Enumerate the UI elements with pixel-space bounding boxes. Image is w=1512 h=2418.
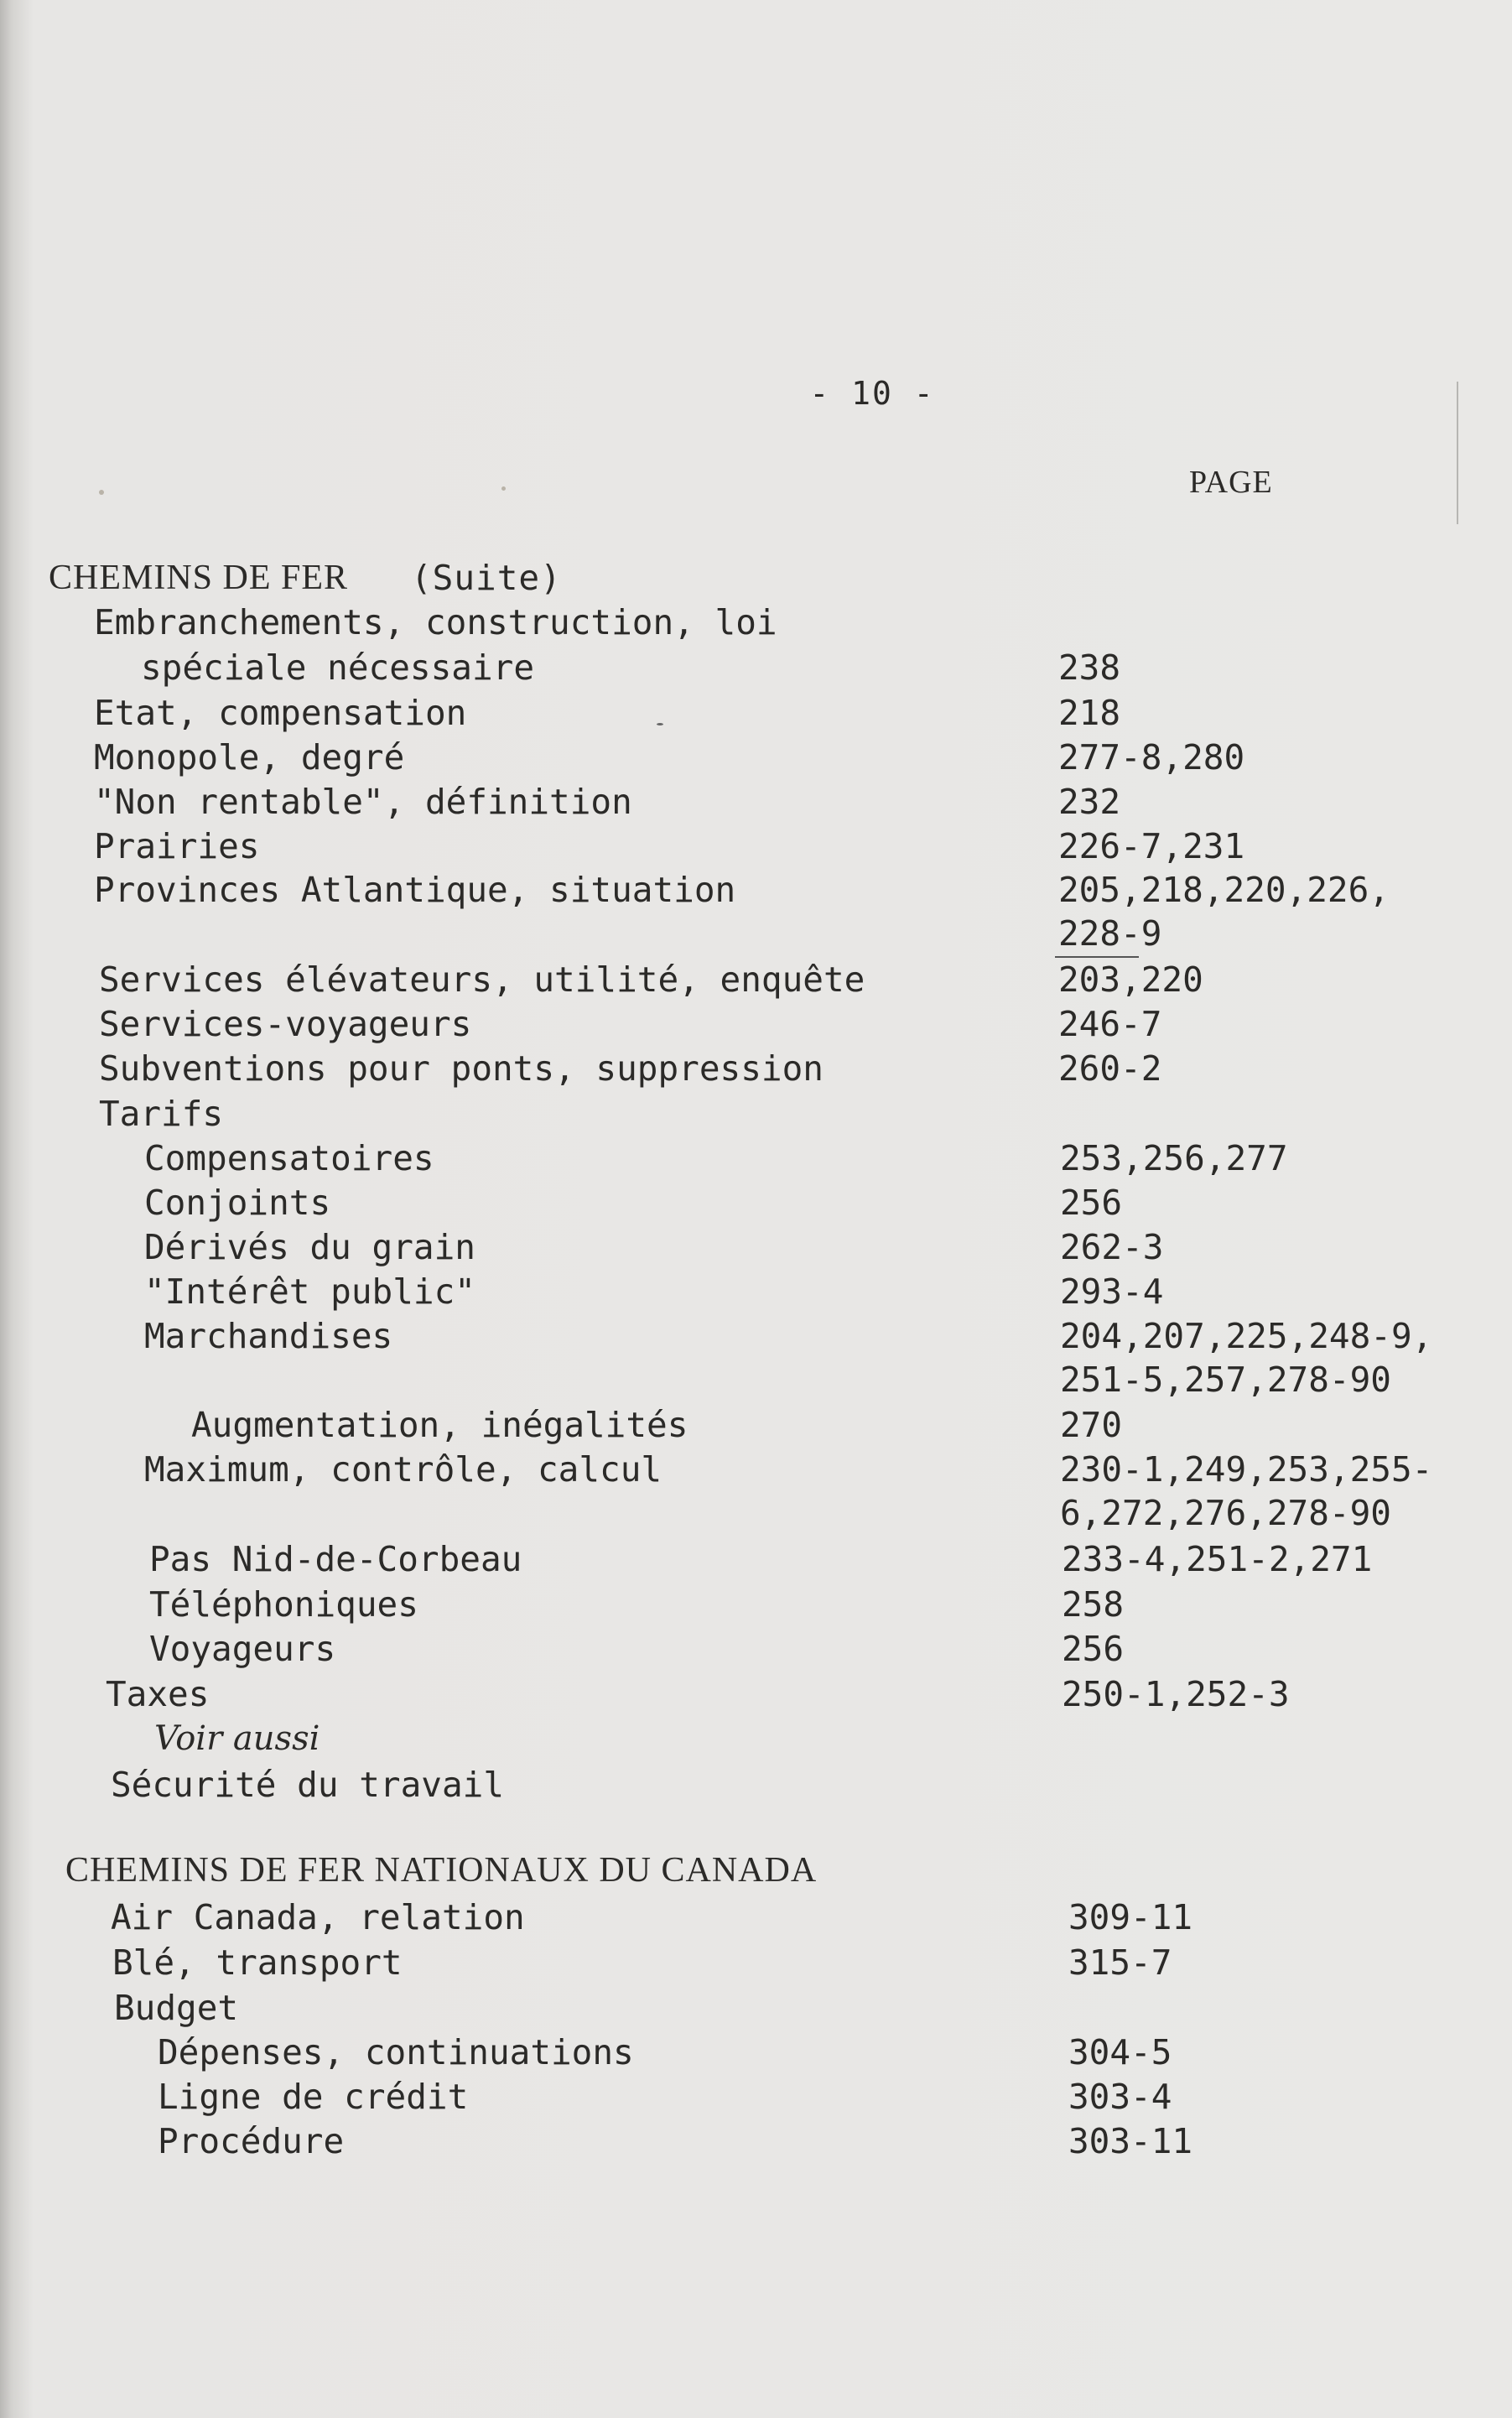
index-entry xyxy=(0,1048,1512,1094)
index-entry xyxy=(0,647,1512,693)
page-column-header: PAGE xyxy=(1189,465,1273,500)
index-entry xyxy=(0,1765,1512,1810)
entry-pages: 251-5,257,278-90 xyxy=(1060,1360,1391,1400)
index-entry xyxy=(0,1629,1512,1674)
entry-pages: 250-1,252-3 xyxy=(1062,1674,1290,1714)
entry-label: Maximum, contrôle, calcul xyxy=(144,1449,662,1490)
index-entry xyxy=(0,1942,1512,1988)
entry-pages: 226-7,231 xyxy=(1058,826,1245,866)
entry-pages: 256 xyxy=(1060,1183,1123,1223)
index-entry xyxy=(0,2032,1512,2077)
entry-pages: 233-4,251-2,271 xyxy=(1062,1539,1373,1579)
entry-label: Monopole, degré xyxy=(94,737,405,777)
index-entry xyxy=(0,1405,1512,1450)
underline-mark xyxy=(1055,956,1139,958)
entry-label: Services élévateurs, utilité, enquête xyxy=(99,959,865,1000)
page-number: - 10 - xyxy=(809,375,935,412)
entry-pages: 205,218,220,226, xyxy=(1058,870,1390,910)
entry-label: Ligne de crédit xyxy=(158,2077,469,2117)
index-entry xyxy=(0,1988,1512,2033)
entry-pages: 303-4 xyxy=(1068,2077,1172,2117)
index-entry xyxy=(0,693,1512,738)
entry-label: Services-voyageurs xyxy=(99,1004,472,1044)
index-entry xyxy=(0,1138,1512,1183)
entry-pages: 203,220 xyxy=(1058,959,1203,1000)
entry-label: Procédure xyxy=(158,2121,345,2161)
entry-pages: 260-2 xyxy=(1058,1048,1162,1089)
index-entry xyxy=(0,1449,1512,1495)
entry-pages: 270 xyxy=(1060,1405,1123,1445)
entry-label: spéciale nécessaire xyxy=(141,647,534,688)
entry-label: Sécurité du travail xyxy=(111,1765,504,1805)
speck xyxy=(99,490,104,495)
entry-label: Marchandises xyxy=(144,1316,393,1356)
entry-label: Augmentation, inégalités xyxy=(191,1405,688,1445)
index-entry xyxy=(0,870,1512,915)
entry-pages: 218 xyxy=(1058,693,1121,733)
entry-label: Air Canada, relation xyxy=(111,1897,525,1937)
index-entry xyxy=(0,959,1512,1005)
section-heading xyxy=(0,1850,1512,1895)
entry-pages: 228-9 xyxy=(1058,913,1162,954)
index-entry xyxy=(0,1004,1512,1049)
entry-pages: 277-8,280 xyxy=(1058,737,1245,777)
index-entry xyxy=(0,1674,1512,1719)
index-entry xyxy=(0,826,1512,871)
index-entry xyxy=(0,1227,1512,1272)
entry-label: Téléphoniques xyxy=(149,1584,418,1625)
speck xyxy=(501,486,506,491)
entry-pages: 232 xyxy=(1058,782,1121,822)
index-entry xyxy=(0,1897,1512,1942)
entry-label: Voir aussi xyxy=(154,1719,320,1758)
entry-label: Pas Nid-de-Corbeau xyxy=(149,1539,522,1579)
index-entry xyxy=(0,1539,1512,1584)
section-title: CHEMINS DE FER NATIONAUX DU CANADA xyxy=(65,1851,818,1890)
index-entry xyxy=(0,1316,1512,1361)
entry-pages: 293-4 xyxy=(1060,1271,1164,1312)
entry-pages: 256 xyxy=(1062,1629,1125,1669)
page-edge-mark xyxy=(1457,382,1458,524)
section-title: CHEMINS DE FER xyxy=(49,559,349,597)
index-entry xyxy=(0,1183,1512,1228)
index-entry xyxy=(0,602,1512,647)
entry-label: Embranchements, construction, loi xyxy=(94,602,777,642)
entry-label: Tarifs xyxy=(99,1094,224,1134)
index-entry-see-also xyxy=(0,1719,1512,1765)
entry-pages: 262-3 xyxy=(1060,1227,1164,1267)
index-entry xyxy=(0,782,1512,827)
entry-pages: 304-5 xyxy=(1068,2032,1172,2072)
entry-label: Blé, transport xyxy=(112,1942,403,1983)
entry-pages: 238 xyxy=(1058,647,1121,688)
entry-label: Dérivés du grain xyxy=(144,1227,475,1267)
entry-label: Budget xyxy=(114,1988,239,2028)
entry-pages: 258 xyxy=(1062,1584,1125,1625)
entry-label: Prairies xyxy=(94,826,260,866)
section-suffix: (Suite) xyxy=(411,558,562,598)
index-entry-continuation xyxy=(0,1360,1512,1405)
entry-label: Taxes xyxy=(106,1674,210,1714)
entry-pages: 204,207,225,248-9, xyxy=(1060,1316,1433,1356)
section-heading xyxy=(0,558,1512,603)
entry-pages: 253,256,277 xyxy=(1060,1138,1288,1178)
entry-pages: 315-7 xyxy=(1068,1942,1172,1983)
index-entry-continuation xyxy=(0,1493,1512,1538)
entry-label: Subventions pour ponts, suppression xyxy=(99,1048,824,1089)
index-entry xyxy=(0,2121,1512,2166)
entry-label: Compensatoires xyxy=(144,1138,434,1178)
index-entry xyxy=(0,2077,1512,2122)
entry-pages: 6,272,276,278-90 xyxy=(1060,1493,1391,1533)
entry-pages: 230-1,249,253,255- xyxy=(1060,1449,1433,1490)
index-entry xyxy=(0,1271,1512,1317)
entry-pages: 303-11 xyxy=(1068,2121,1193,2161)
entry-label: "Intérêt public" xyxy=(144,1271,475,1312)
index-entry-continuation xyxy=(0,913,1512,959)
entry-label: Dépenses, continuations xyxy=(158,2032,634,2072)
entry-label: Voyageurs xyxy=(149,1629,336,1669)
entry-label: Etat, compensation xyxy=(94,693,467,733)
entry-label: Provinces Atlantique, situation xyxy=(94,870,736,910)
index-entry xyxy=(0,1584,1512,1630)
index-entry xyxy=(0,737,1512,783)
index-entry xyxy=(0,1094,1512,1139)
entry-pages: 246-7 xyxy=(1058,1004,1162,1044)
entry-label: "Non rentable", définition xyxy=(94,782,632,822)
entry-pages: 309-11 xyxy=(1068,1897,1193,1937)
entry-label: Conjoints xyxy=(144,1183,331,1223)
